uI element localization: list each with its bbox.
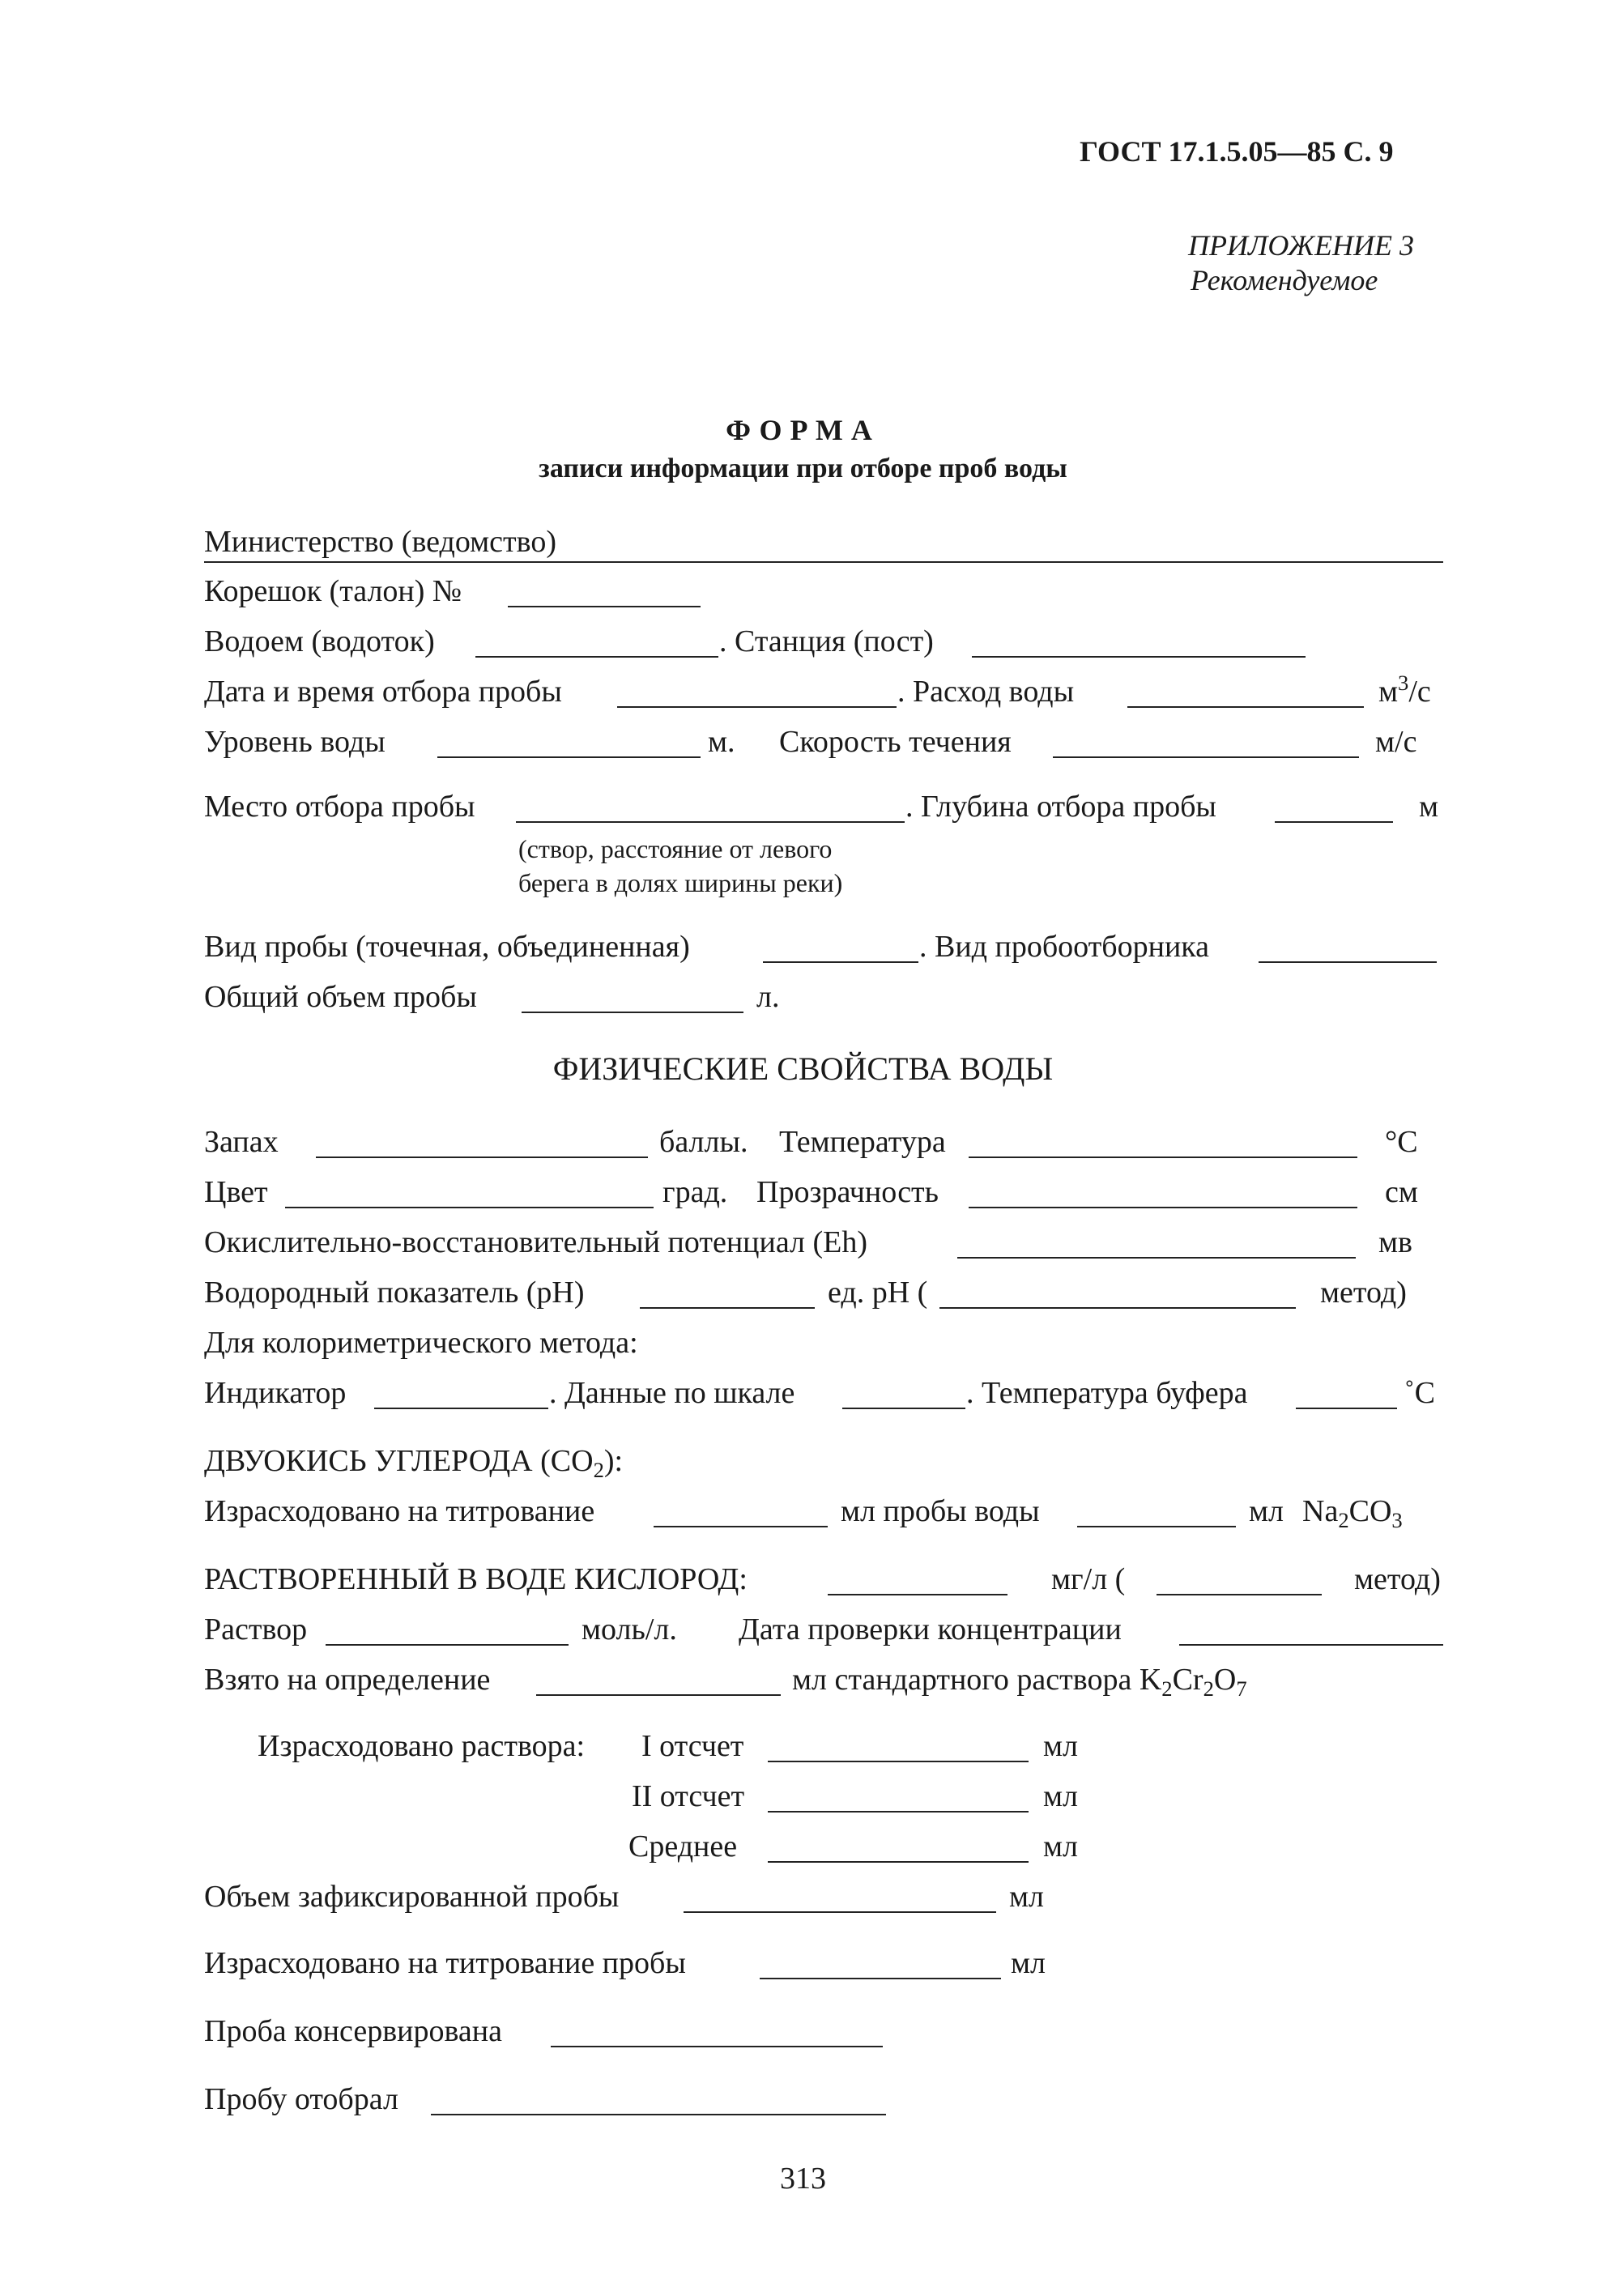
total-volume-unit: л.	[756, 980, 780, 1014]
ministry-label: Министерство (ведомство)	[204, 525, 556, 559]
average-field[interactable]	[768, 1861, 1029, 1863]
fixed-volume-unit: мл	[1009, 1880, 1045, 1914]
reading2-unit: мл	[1043, 1779, 1079, 1813]
redox-label: Окислительно-восстановительный потенциал (Eh)	[204, 1225, 868, 1259]
oxygen-method-field[interactable]	[1157, 1594, 1322, 1595]
sample-titration-unit: мл	[1011, 1946, 1046, 1980]
sample-type-label: Вид пробы (точечная, объединенная)	[204, 930, 690, 964]
average-label: Среднее	[628, 1830, 738, 1864]
water-body-field[interactable]	[475, 656, 718, 658]
taken-reagent: мл стандартного раствора $K_2Cr_2O_7$	[792, 1663, 1247, 1701]
color-label: Цвет	[204, 1175, 268, 1209]
reading2-label: II отсчет	[632, 1779, 745, 1813]
colorimetric-label: Для колориметрического метода:	[204, 1326, 638, 1360]
co2-reagent: $Na_2CO_3$	[1302, 1494, 1403, 1532]
appendix-type: Рекомендуемое	[1191, 264, 1378, 296]
standard-number: ГОСТ 17.1.5.05—85 С. 9	[1080, 135, 1394, 168]
sampled-by-label: Пробу отобрал	[204, 2082, 398, 2116]
station-field[interactable]	[972, 656, 1306, 658]
velocity-field[interactable]	[1053, 756, 1359, 758]
velocity-unit: м/с	[1375, 725, 1417, 759]
solution-unit: моль/л.	[581, 1612, 677, 1646]
indicator-field[interactable]	[374, 1408, 548, 1409]
depth-unit: м	[1419, 790, 1439, 824]
fixed-volume-field[interactable]	[684, 1911, 996, 1913]
sample-titration-label: Израсходовано на титрование пробы	[204, 1946, 686, 1980]
water-level-label: Уровень воды	[204, 725, 386, 759]
ph-method-field[interactable]	[939, 1307, 1296, 1309]
smell-unit: баллы.	[659, 1125, 748, 1159]
water-level-field[interactable]	[437, 756, 701, 758]
reading1-unit: мл	[1043, 1729, 1079, 1763]
spent-label: Израсходовано раствора:	[258, 1729, 586, 1763]
flow-unit: $м^3/с$	[1378, 671, 1431, 709]
temperature-field[interactable]	[969, 1157, 1357, 1158]
oxygen-heading: РАСТВОРЕННЫЙ В ВОДЕ КИСЛОРОД:	[204, 1562, 748, 1596]
reading1-field[interactable]	[768, 1761, 1029, 1762]
sampler-type-label: . Вид пробоотборника	[919, 930, 1210, 964]
sampler-type-field[interactable]	[1259, 961, 1437, 963]
form-title: ФОРМА	[726, 414, 880, 446]
transparency-label: Прозрачность	[756, 1175, 939, 1209]
scale-label: . Данные по шкале	[549, 1376, 795, 1410]
flow-label: . Расход воды	[897, 675, 1075, 709]
reading1-label: I отсчет	[641, 1729, 744, 1763]
ph-field[interactable]	[640, 1307, 815, 1309]
fixed-volume-label: Объем зафиксированной пробы	[204, 1880, 620, 1914]
co2-titration-mid: мл пробы воды	[841, 1494, 1040, 1528]
smell-field[interactable]	[316, 1157, 648, 1158]
sampled-by-field[interactable]	[431, 2114, 886, 2115]
stub-number-field[interactable]	[508, 606, 701, 607]
water-body-label: Водоем (водоток)	[204, 624, 435, 658]
scale-field[interactable]	[842, 1408, 965, 1409]
co2-titration-field[interactable]	[654, 1526, 828, 1527]
ph-unit: ед. pH (	[828, 1276, 928, 1310]
page-number: 313	[780, 2162, 826, 2196]
transparency-field[interactable]	[969, 1207, 1357, 1208]
ministry-field[interactable]	[204, 561, 1443, 563]
indicator-label: Индикатор	[204, 1376, 347, 1410]
buffer-temp-label: . Температура буфера	[966, 1376, 1248, 1410]
co2-reagent-field[interactable]	[1077, 1526, 1236, 1527]
temperature-unit: °С	[1385, 1125, 1418, 1159]
preserved-label: Проба консервирована	[204, 2014, 502, 2048]
transparency-unit: см	[1385, 1175, 1418, 1209]
form-subtitle: записи информации при отборе проб воды	[539, 454, 1067, 483]
ph-method-label: метод)	[1320, 1276, 1407, 1310]
co2-heading: ДВУОКИСЬ УГЛЕРОДА $(СО_2)$:	[204, 1444, 624, 1482]
date-time-field[interactable]	[617, 706, 897, 708]
depth-label: . Глубина отбора пробы	[905, 790, 1216, 824]
smell-label: Запах	[204, 1125, 279, 1159]
average-unit: мл	[1043, 1830, 1079, 1864]
co2-titration-unit: мл	[1249, 1494, 1284, 1528]
stub-label: Корешок (талон) №	[204, 574, 462, 608]
water-level-unit: м.	[708, 725, 735, 759]
sample-titration-field[interactable]	[760, 1978, 1001, 1979]
total-volume-label: Общий объем пробы	[204, 980, 477, 1014]
ministry-row	[204, 522, 1443, 561]
velocity-label: Скорость течения	[779, 725, 1012, 759]
reading2-field[interactable]	[768, 1811, 1029, 1813]
appendix-label: ПРИЛОЖЕНИЕ 3	[1188, 229, 1414, 262]
co2-titration-label: Израсходовано на титрование	[204, 1494, 595, 1528]
ph-label: Водородный показатель (pH)	[204, 1276, 585, 1310]
temperature-label: Температура	[779, 1125, 946, 1159]
oxygen-value-field[interactable]	[828, 1594, 1007, 1595]
depth-field[interactable]	[1275, 821, 1393, 823]
color-unit: град.	[662, 1175, 728, 1209]
taken-label: Взято на определение	[204, 1663, 491, 1697]
redox-field[interactable]	[957, 1257, 1356, 1259]
flow-field[interactable]	[1127, 706, 1364, 708]
redox-unit: мв	[1378, 1225, 1412, 1259]
check-date-label: Дата проверки концентрации	[739, 1612, 1122, 1646]
preserved-field[interactable]	[551, 2046, 883, 2047]
total-volume-field[interactable]	[522, 1012, 743, 1013]
place-label: Место отбора пробы	[204, 790, 475, 824]
solution-field[interactable]	[326, 1644, 569, 1646]
station-label: . Станция (пост)	[719, 624, 934, 658]
sample-type-field[interactable]	[763, 961, 918, 963]
date-time-label: Дата и время отбора пробы	[204, 675, 562, 709]
oxygen-method-label: метод)	[1354, 1562, 1441, 1596]
color-field[interactable]	[285, 1207, 654, 1208]
place-field[interactable]	[516, 821, 905, 823]
place-note-1: (створ, расстояние от левого	[518, 834, 833, 863]
oxygen-unit: мг/л (	[1051, 1562, 1126, 1596]
physical-heading: ФИЗИЧЕСКИЕ СВОЙСТВА ВОДЫ	[552, 1050, 1054, 1087]
buffer-temp-field[interactable]	[1296, 1408, 1397, 1409]
check-date-field[interactable]	[1179, 1644, 1443, 1646]
solution-label: Раствор	[204, 1612, 308, 1646]
buffer-temp-unit: ˚С	[1404, 1376, 1435, 1410]
taken-field[interactable]	[536, 1694, 781, 1696]
place-note-2: берега в долях ширины реки)	[518, 868, 843, 897]
